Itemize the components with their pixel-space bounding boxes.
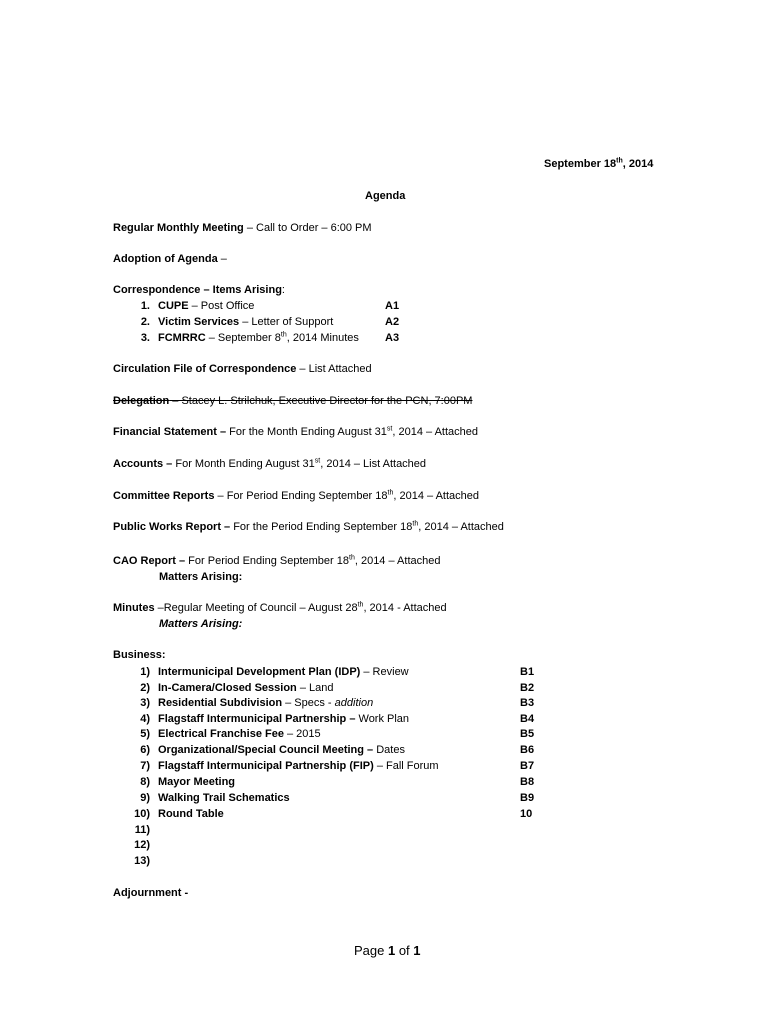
item-code: A2 <box>385 316 400 328</box>
item-label: Walking Trail Schematics <box>158 792 290 804</box>
regular-meeting-label: Regular Monthly Meeting <box>113 222 244 234</box>
item-number: 3. <box>140 332 150 344</box>
footer-page-total: 1 <box>413 943 421 958</box>
item-number: 2) <box>140 682 150 694</box>
item-label: Organizational/Special Council Meeting <box>158 744 364 756</box>
minutes-text-post: , 2014 - Attached <box>363 602 447 614</box>
item-label: Mayor Meeting <box>158 776 236 788</box>
financial-text: For the Month Ending August 31 <box>226 426 387 438</box>
item-number: 13) <box>134 855 150 867</box>
cao-sup: th <box>349 554 355 562</box>
footer-page-number: 1 <box>387 943 396 958</box>
adjournment-line: Adjournment - <box>113 887 189 899</box>
item-code: B4 <box>520 713 535 725</box>
item-code: A1 <box>385 300 400 312</box>
public-works-text-post: , 2014 – Attached <box>418 521 504 533</box>
item-label: Flagstaff Intermunicipal Partnership <box>158 713 347 725</box>
financial-text-post: , 2014 – Attached <box>392 426 479 438</box>
cao-text-post: , 2014 – Attached <box>354 555 441 567</box>
date-year: , 2014 <box>622 158 654 170</box>
item-text: – Specs - <box>282 697 335 709</box>
adoption-label: Adoption of Agenda <box>113 253 218 265</box>
public-works-label: Public Works Report – <box>113 521 231 533</box>
cao-text: For Period Ending September 18 <box>185 555 349 567</box>
circulation-text: – List Attached <box>296 363 372 375</box>
circulation-label: Circulation File of Correspondence <box>113 363 297 375</box>
committee-sup: th <box>387 489 394 497</box>
item-number: 3) <box>140 697 150 709</box>
item-label: Flagstaff Intermunicipal Partnership (FIP) <box>158 760 374 772</box>
item-label-suffix: – <box>363 744 374 756</box>
footer-page-word: Page <box>354 943 388 958</box>
item-code: B2 <box>520 682 535 694</box>
item-text: – Land <box>296 682 334 694</box>
item-number: 11) <box>134 824 150 836</box>
page-footer <box>354 943 421 959</box>
item-number: 1. <box>140 300 150 312</box>
accounts-label: Accounts – <box>113 458 173 470</box>
regular-meeting-text: – Call to Order – 6:00 PM <box>243 222 372 234</box>
regular-meeting-line <box>113 221 372 235</box>
accounts-text-post: , 2014 – List Attached <box>320 458 427 470</box>
public-works-text: For the Period Ending September 18 <box>230 521 413 533</box>
committee-text: – For Period Ending September 18 <box>214 490 388 502</box>
item-code: B5 <box>520 728 535 740</box>
item-text: Work Plan <box>355 713 410 725</box>
committee-text-post: , 2014 – Attached <box>393 490 479 502</box>
item-number: 8) <box>140 776 150 788</box>
item-label: Round Table <box>158 808 224 820</box>
item-code: B7 <box>520 760 535 772</box>
item-code: B3 <box>520 697 535 709</box>
circulation-line <box>113 362 372 376</box>
item-code: B8 <box>520 776 535 788</box>
correspondence-heading <box>113 283 285 297</box>
item-code: B9 <box>520 792 535 804</box>
item-code: A3 <box>385 332 400 344</box>
date-main: September 18 <box>544 158 617 170</box>
adoption-line <box>113 252 227 266</box>
footer-of: of <box>395 943 414 958</box>
minutes-line <box>113 601 447 615</box>
business-heading: Business: <box>113 649 166 661</box>
public-works-line <box>113 520 504 534</box>
item-label: In-Camera/Closed Session <box>158 682 297 694</box>
item-label: FCMRRC <box>158 332 206 344</box>
item-number: 1) <box>140 666 150 678</box>
item-text: Dates <box>373 744 405 756</box>
accounts-text: For Month Ending August 31 <box>172 458 315 470</box>
item-text: – Post Office <box>188 300 255 312</box>
delegation-text: – Stacey L. Strilchuk, Executive Director for the PCN, 7:00PM <box>169 395 473 407</box>
financial-sup: st <box>386 425 393 433</box>
item-text-post: , 2014 Minutes <box>286 332 359 344</box>
item-number: 2. <box>140 316 150 328</box>
item-sup: th <box>280 331 287 339</box>
item-text: – Review <box>360 666 409 678</box>
item-code: 10 <box>520 808 533 820</box>
cao-label: CAO Report – <box>113 555 186 567</box>
item-text: – 2015 <box>283 728 321 740</box>
correspondence-colon: : <box>281 284 285 296</box>
cao-line <box>113 554 440 568</box>
item-text: – Letter of Support <box>239 316 334 328</box>
accounts-line <box>113 457 426 471</box>
item-text: – September 8 <box>205 332 281 344</box>
minutes-text: –Regular Meeting of Council – August 28 <box>154 602 358 614</box>
item-number: 10) <box>134 808 150 820</box>
item-number: 6) <box>140 744 150 756</box>
item-label-suffix: – <box>346 713 356 725</box>
accounts-sup: st <box>314 457 321 465</box>
correspondence-label: Correspondence – Items Arising <box>113 284 282 296</box>
committee-line <box>113 489 479 503</box>
minutes-matters-arising: Matters Arising: <box>159 618 243 630</box>
item-code: B6 <box>520 744 535 756</box>
item-number: 5) <box>140 728 150 740</box>
public-works-sup: th <box>412 520 419 528</box>
item-label: Residential Subdivision <box>158 697 283 709</box>
item-label: CUPE <box>158 300 189 312</box>
cao-matters-arising: Matters Arising: <box>159 571 243 583</box>
date-sup: th <box>616 157 623 165</box>
minutes-label: Minutes <box>113 602 155 614</box>
item-number: 7) <box>140 760 150 772</box>
item-code: B1 <box>520 666 535 678</box>
minutes-sup: th <box>357 601 364 609</box>
item-number: 4) <box>140 713 150 725</box>
delegation-line <box>113 394 472 408</box>
item-italic: addition <box>334 697 374 709</box>
adoption-text: – <box>217 253 227 265</box>
agenda-title: Agenda <box>365 190 406 202</box>
item-label: Electrical Franchise Fee <box>158 728 284 740</box>
delegation-label: Delegation <box>113 395 170 407</box>
item-label: Intermunicipal Development Plan (IDP) <box>158 666 361 678</box>
committee-label: Committee Reports <box>113 490 215 502</box>
financial-label: Financial Statement – <box>113 426 227 438</box>
item-number: 9) <box>140 792 150 804</box>
item-number: 12) <box>134 839 150 851</box>
document-date <box>544 157 653 171</box>
item-text: – Fall Forum <box>373 760 439 772</box>
financial-line <box>113 425 478 439</box>
item-label: Victim Services <box>158 316 240 328</box>
